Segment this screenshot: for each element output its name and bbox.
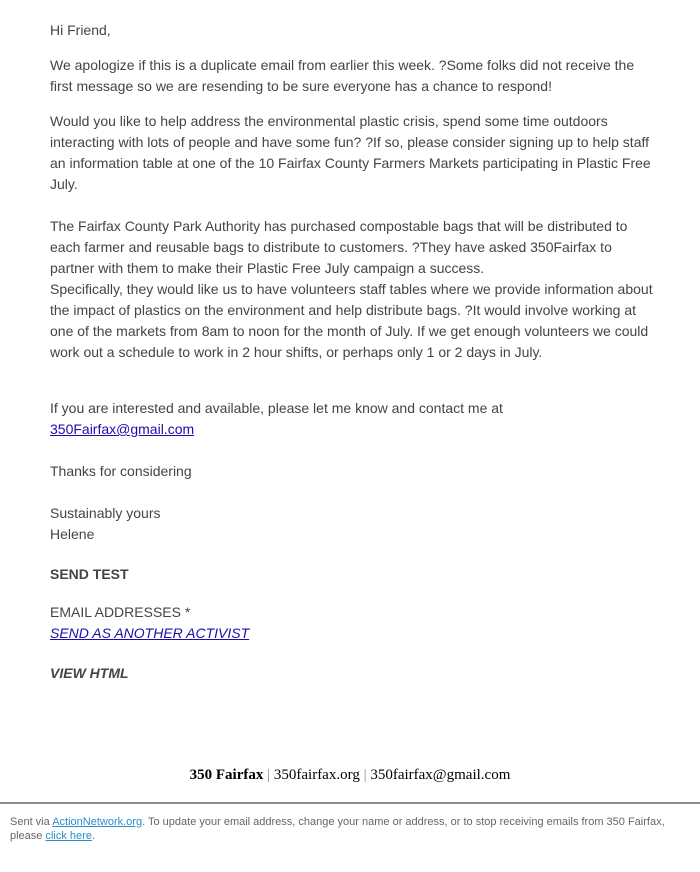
contact-email-link[interactable]: 350Fairfax@gmail.com xyxy=(50,421,195,437)
org-website: 350fairfax.org xyxy=(273,767,360,783)
unsubscribe-link[interactable]: click here xyxy=(45,830,92,842)
closing-text: Sustainably yours xyxy=(50,505,161,521)
sender-name: Helene xyxy=(50,526,95,542)
thanks-text: Thanks for considering xyxy=(50,463,192,479)
footer-prefix: Sent via xyxy=(10,816,53,828)
org-name: 350 Fairfax xyxy=(189,767,264,783)
footer-notice xyxy=(10,815,690,843)
paragraph-contact xyxy=(50,398,660,440)
footer-divider xyxy=(0,802,700,804)
email-addresses-label: EMAIL ADDRESSES * xyxy=(50,604,191,620)
send-as-another-activist-link[interactable]: SEND AS ANOTHER ACTIVIST xyxy=(50,625,250,641)
paragraph-apology: We apologize if this is a duplicate email from earlier this week. ?Some folks did not receive the first message so we are resending to be sure everyone has a chance to respond! xyxy=(50,57,635,94)
actionnetwork-link[interactable]: ActionNetwork.org xyxy=(52,816,143,828)
paragraph-specifics: Specifically, they would like us to have volunteers staff tables where we provide information about the impact of plastics on the environment and help distribute bags. ?It would involve working at one of the markets from 8am to noon for the month of July. If we get enough volunteers we could work out a schedule to work in 2 hour shifts, or perhaps only 1 or 2 days in July. xyxy=(50,281,653,360)
separator: | xyxy=(267,767,271,783)
org-email: 350fairfax@gmail.com xyxy=(370,767,511,783)
paragraph-park-authority: The Fairfax County Park Authority has purchased compostable bags that will be distributed to each farmer and reusable bags to distribute to customers. ?They have asked 350Fairfax to partner with them to make their Plastic Free July campaign a success. xyxy=(50,218,628,276)
footer-middle: . To update your email address, change your name or address, or to stop receiving emails from 350 Fairfax, please xyxy=(10,816,665,842)
signature-line xyxy=(0,767,700,784)
view-html-button[interactable]: VIEW HTML xyxy=(50,665,129,681)
footer-suffix: . xyxy=(91,830,96,842)
separator: | xyxy=(363,767,367,783)
send-test-button[interactable]: SEND TEST xyxy=(50,566,129,582)
paragraph-invitation: Would you like to help address the environmental plastic crisis, spend some time outdoors interacting with lots of people and have some fun? ?If so, please consider signing up to help staff an information table at one of the 10 Fairfax County Farmers Markets participating in Plastic Free July. xyxy=(50,113,651,192)
contact-text: If you are interested and available, please let me know and contact me at xyxy=(50,400,503,416)
send-as-another-activist-wrap xyxy=(50,623,660,644)
greeting: Hi Friend, xyxy=(50,22,111,38)
